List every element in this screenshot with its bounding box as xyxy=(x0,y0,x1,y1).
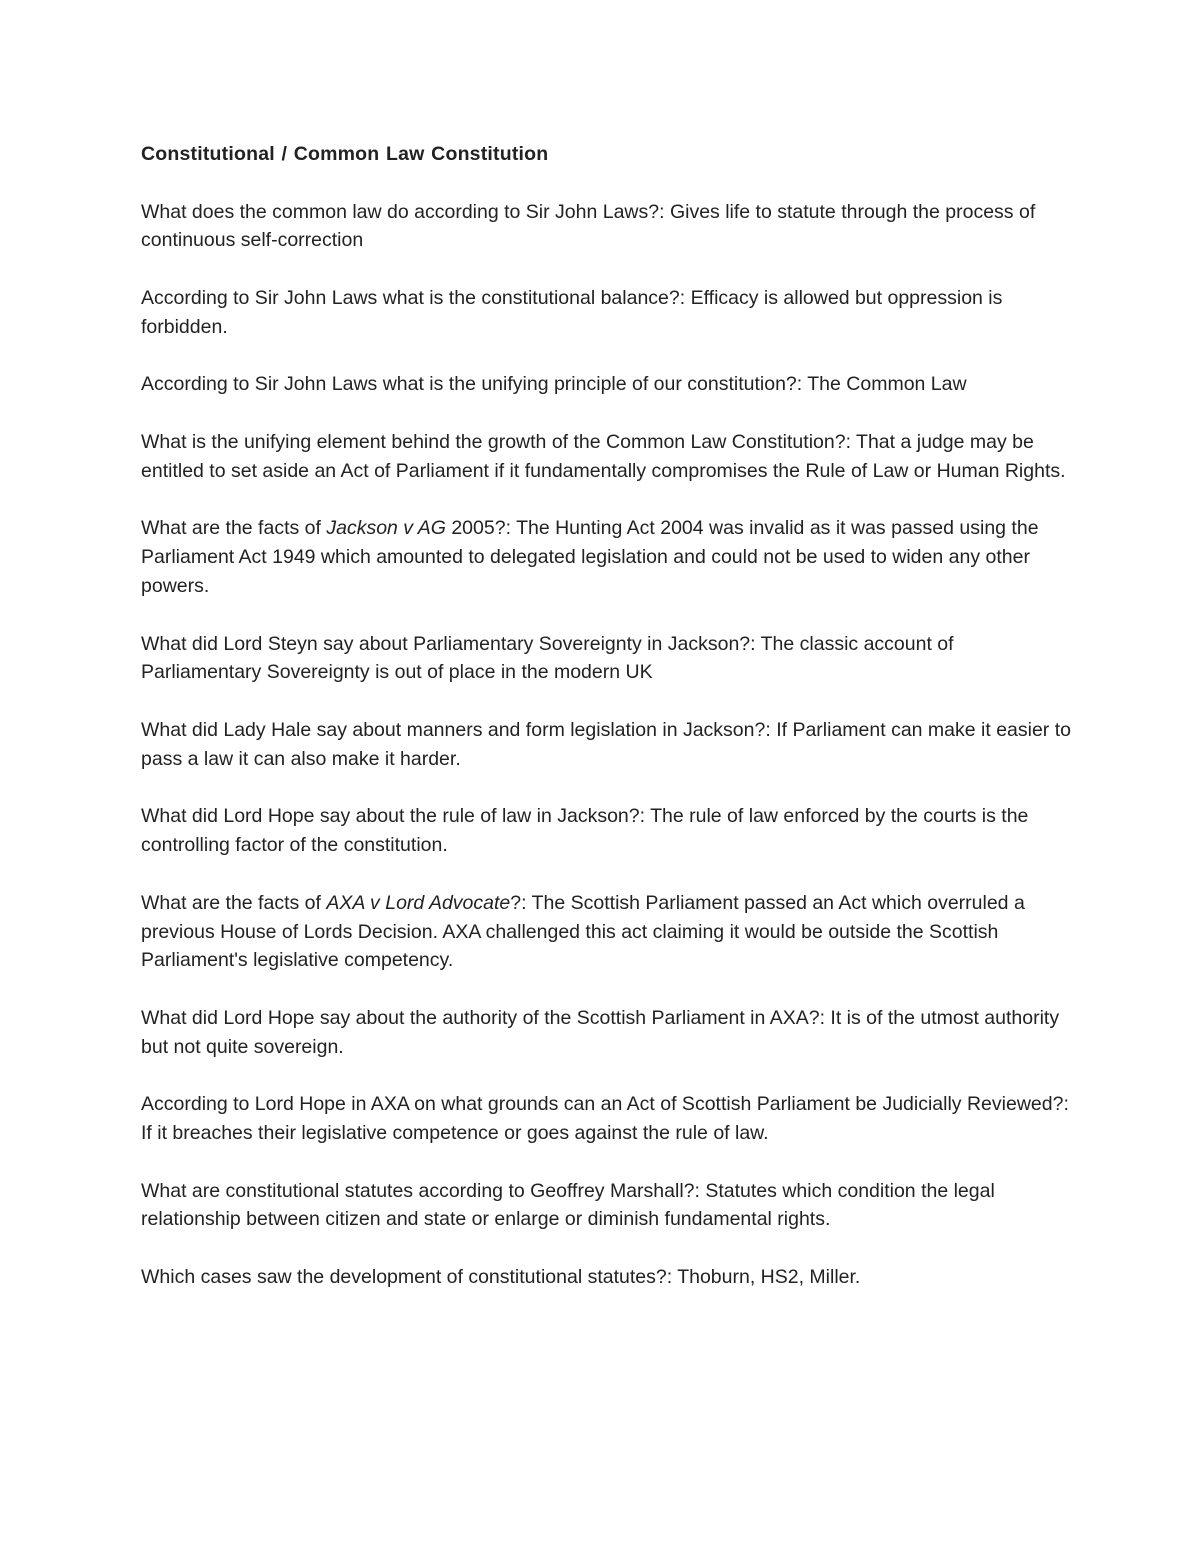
question: What are constitutional statutes according to Geoffrey Marshall? xyxy=(141,1179,695,1202)
qa-entry: What did Lord Hope say about the authority of the Scottish Parliament in AXA?: It is of the utmost authority but not quite sovereign. xyxy=(141,1006,1060,1058)
answer: It is of the utmost authority but not quite sovereign. xyxy=(141,1006,1060,1058)
question: What did Lord Hope say about the authority of the Scottish Parliament in AXA? xyxy=(141,1006,820,1029)
document-body xyxy=(141,140,1071,1321)
answer: The Scottish Parliament passed an Act which overruled a previous House of Lords Decision. AXA challenged this act claiming it would be outside the Scottish Parliament's legislative competency. xyxy=(141,891,1025,972)
qa-entry: What are constitutional statutes according to Geoffrey Marshall?: Statutes which condition the legal relationship between citizen and state or enlarge or diminish fundamental rights. xyxy=(141,1179,995,1231)
answer: If it breaches their legislative competence or goes against the rule of law. xyxy=(141,1122,769,1145)
question-prefix: What are the facts of xyxy=(141,517,327,540)
question: What does the common law do according to Sir John Laws? xyxy=(141,200,660,223)
question-suffix: 2005? xyxy=(445,517,506,540)
qa-entry: What are the facts of AXA v Lord Advocate?: The Scottish Parliament passed an Act which overruled a previous House of Lords Decision. AXA challenged this act claiming it would be outside the Scottish Parliament's legislative competency. xyxy=(141,891,1025,972)
question: According to Sir John Laws what is the constitutional balance? xyxy=(141,286,680,309)
answer: That a judge may be entitled to set aside an Act of Parliament if it fundamentally compromises the Rule of Law or Human Rights. xyxy=(141,430,1066,482)
answer: Thoburn, HS2, Miller. xyxy=(677,1266,861,1289)
question-prefix: What are the facts of xyxy=(141,891,327,914)
answer: Efficacy is allowed but oppression is forbidden. xyxy=(141,286,1003,338)
answer: The Hunting Act 2004 was invalid as it was passed using the Parliament Act 1949 which amounted to delegated legislation and could not be used to widen any other powers. xyxy=(141,517,1039,597)
question: Which cases saw the development of constitutional statutes? xyxy=(141,1266,667,1289)
case-name: Jackson v AG xyxy=(326,517,446,540)
answer: If Parliament can make it easier to pass a law it can also make it harder. xyxy=(141,718,1071,770)
qa-entry: According to Sir John Laws what is the unifying principle of our constitution?: The Common Law xyxy=(141,373,967,396)
qa-entry: Which cases saw the development of constitutional statutes?: Thoburn, HS2, Miller. xyxy=(141,1266,861,1289)
qa-entry: According to Lord Hope in AXA on what grounds can an Act of Scottish Parliament be Judicially Reviewed?: If it breaches their legislative competence or goes against the rule of law. xyxy=(141,1093,1069,1145)
question-suffix: ? xyxy=(510,891,522,914)
question: What did Lady Hale say about manners and form legislation in Jackson? xyxy=(141,718,766,741)
question: According to Lord Hope in AXA on what grounds can an Act of Scottish Parliament be Judicially Reviewed? xyxy=(141,1093,1064,1116)
qa-entry: What did Lord Hope say about the rule of law in Jackson?: The rule of law enforced by the courts is the controlling factor of the constitution. xyxy=(141,805,1029,857)
case-name: AXA v Lord Advocate xyxy=(326,891,511,914)
question: What is the unifying element behind the growth of the Common Law Constitution? xyxy=(141,430,846,453)
qa-entry: According to Sir John Laws what is the constitutional balance?: Efficacy is allowed but oppression is forbidden. xyxy=(141,286,1003,338)
qa-entry: What did Lady Hale say about manners and form legislation in Jackson?: If Parliament can make it easier to pass a law it can also make it harder. xyxy=(141,718,1071,770)
answer: The rule of law enforced by the courts is the controlling factor of the constitution. xyxy=(141,805,1029,857)
answer: Gives life to statute through the process of continuous self-correction xyxy=(141,200,1036,252)
answer: The Common Law xyxy=(807,373,967,396)
qa-entry: What does the common law do according to Sir John Laws?: Gives life to statute through the process of continuous self-correction xyxy=(141,200,1036,252)
document-title: Constitutional / Common Law Constitution xyxy=(141,143,549,165)
answer: The classic account of Parliamentary Sovereignty is out of place in the modern UK xyxy=(141,632,954,684)
question: What did Lord Steyn say about Parliamentary Sovereignty in Jackson? xyxy=(141,632,751,655)
answer: Statutes which condition the legal relationship between citizen and state or enlarge or diminish fundamental rights. xyxy=(141,1179,995,1231)
qa-entry: What did Lord Steyn say about Parliamentary Sovereignty in Jackson?: The classic account of Parliamentary Sovereignty is out of place in the modern UK xyxy=(141,632,954,684)
question: What did Lord Hope say about the rule of law in Jackson? xyxy=(141,805,640,828)
qa-entry: What are the facts of Jackson v AG 2005?: The Hunting Act 2004 was invalid as it was passed using the Parliament Act 1949 which amounted to delegated legislation and could not be used to widen any other powers. xyxy=(141,517,1039,597)
question: According to Sir John Laws what is the unifying principle of our constitution? xyxy=(141,373,797,396)
qa-entry: What is the unifying element behind the growth of the Common Law Constitution?: That a judge may be entitled to set aside an Act of Parliament if it fundamentally compromises the Rule of Law or Human Rights. xyxy=(141,430,1066,482)
